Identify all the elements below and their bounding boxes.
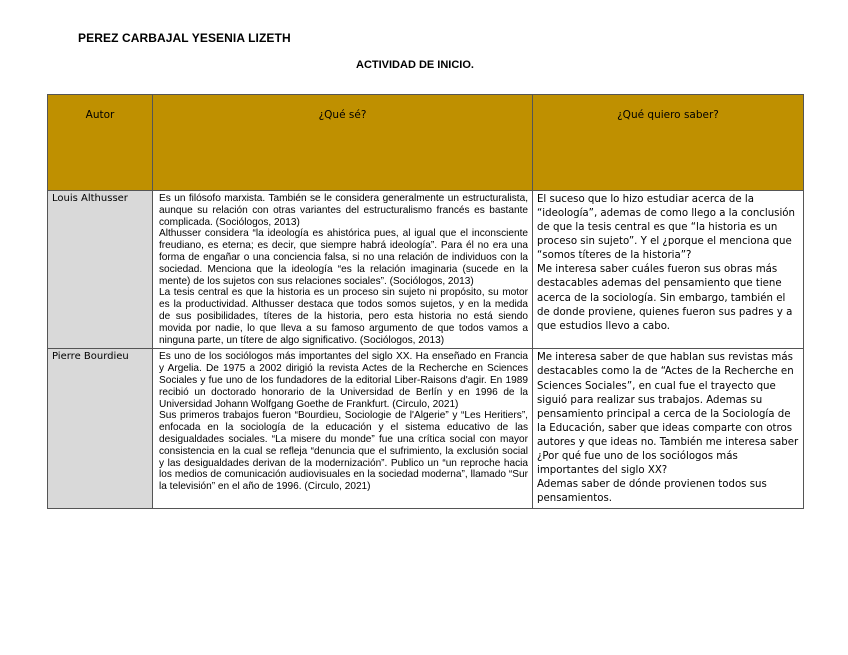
paragraph: Es un filósofo marxista. También se le considera generalmente un estructuralista, aunque su relación con otras variantes del estructuralismo francés es bastante complicada. (Sociólogos, 2013) <box>159 193 528 228</box>
what-i-know-cell <box>153 349 533 509</box>
author-cell: Pierre Bourdieu <box>48 349 153 509</box>
column-header-what-i-want-to-know: ¿Qué quiero saber? <box>533 95 804 191</box>
paragraph: Sus primeros trabajos fueron “Bourdieu, Sociologie de l'Algerie” y “Les Heritiers”, enfocada en la sociología de la educación y el sistema educativo de las desigualdades sociales. “La misere du monde” fue una crítica social con mayor consistencia en la cual se refleja “denuncia que el sufrimiento, la exclusión social y las desigualdades derivan de la modernización”. Publico un “un reproche hacia los medios de comunicación audiovisuales en la sociedad moderna”, llamado “Sur la televisión” en el año de 1996. (Circulo, 2021) <box>159 410 528 493</box>
paragraph: La tesis central es que la historia es un proceso sin sujeto ni propósito, su motor es la productividad. Althusser destaca que todos somos sujetos, y en la medida de sus posibilidades, títeres de la historia, pero esta historia no está siendo movida por nadie, lo que lleva a su famoso argumento de que todos vamos a ninguna parte, un títere de algo significativo. (Sociólogos, 2013) <box>159 287 528 346</box>
paragraph: Me interesa saber de que hablan sus revistas más destacables como la de “Actes de la Recherche en Sciences Sociales”, en cual fue el trayecto que siguió para realizar sus trabajos. Ademas su pensamiento principal a cerca de la Sociología de la Educación, saber que ideas comparte con otros autores y que ideas no. También me interesa saber ¿Por qué fue uno de los sociólogos más importantes del siglo XX? <box>537 352 799 476</box>
paragraph: Althusser considera “la ideología es ahistórica pues, al igual que el inconsciente freudiano, es eterna; es decir, que siempre habrá ideología”. Para él no era una forma de engañar o una conciencia falsa, si no una relación de individuos con la sociedad. Menciona que la ideología “es la relación imaginaria (sucede en la mente) de los sujetos con sus relaciones sociales”. (Sociólogos, 2013) <box>159 228 528 287</box>
student-name: PEREZ CARBAJAL YESENIA LIZETH <box>78 31 291 45</box>
paragraph: Es uno de los sociólogos más importantes del siglo XX. Ha enseñado en Francia y Argelia. De 1975 a 2002 dirigió la revista Actes de la Recherche en Sciences Sociales y fue uno de los fundadores de la editorial Liber-Raisons d'agir. En 1989 recibió un doctorado honorario de la Universidad de Berlín y en 1996 de la Universidad Johann Wolfgang Goethe de Frankfurt. (Circulo, 2021) <box>159 351 528 410</box>
table-header-row <box>48 95 804 191</box>
column-header-what-i-know: ¿Qué sé? <box>153 95 533 191</box>
kwl-table <box>47 94 804 509</box>
what-i-want-to-know-cell <box>533 191 804 349</box>
table-row <box>48 349 804 509</box>
what-i-know-cell <box>153 191 533 349</box>
table-row <box>48 191 804 349</box>
column-header-author: Autor <box>48 95 153 191</box>
paragraph: Me interesa saber cuáles fueron sus obras más destacables ademas del pensamiento que tiene acerca de la sociología. Sin embargo, también el de donde proviene, quienes fueron sus padres y a que estudios llevo a cabo. <box>537 264 793 332</box>
activity-title: ACTIVIDAD DE INICIO. <box>356 59 474 71</box>
paragraph: Ademas saber de dónde provienen todos sus pensamientos. <box>537 479 767 505</box>
what-i-want-to-know-cell <box>533 349 804 509</box>
author-cell: Louis Althusser <box>48 191 153 349</box>
paragraph: El suceso que lo hizo estudiar acerca de la “ideología”, ademas de como llego a la conclusión de que la tesis central es que “la historia es un proceso sin sujeto”. Y el ¿porque el menciona que “somos títeres de la historia”? <box>537 194 795 262</box>
